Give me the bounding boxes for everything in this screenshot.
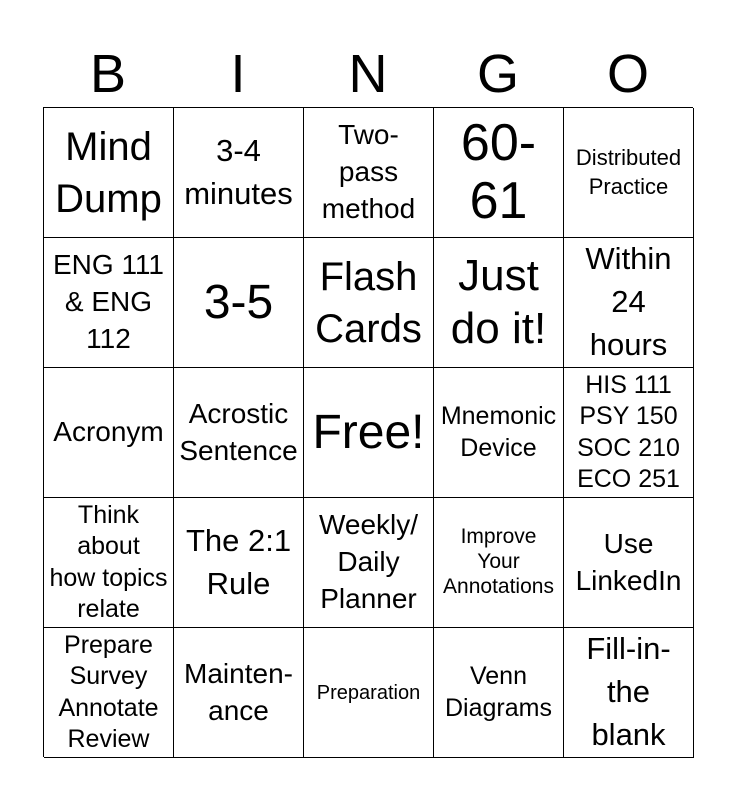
bingo-cell[interactable]: Think about how topics relate (44, 498, 174, 628)
header-letter-b: B (89, 44, 127, 104)
bingo-cell[interactable]: 60- 61 (434, 108, 564, 238)
bingo-cell[interactable]: Acronym (44, 368, 174, 498)
bingo-cell[interactable]: Flash Cards (304, 238, 434, 368)
bingo-cell[interactable]: 3-4 minutes (174, 108, 304, 238)
bingo-cell[interactable]: 3-5 (174, 238, 304, 368)
bingo-cell[interactable]: Fill-in- the blank (564, 628, 694, 758)
bingo-cell[interactable]: Within 24 hours (564, 238, 694, 368)
header-letter-i: I (230, 44, 246, 104)
free-space[interactable]: Free! (304, 368, 434, 498)
bingo-cell[interactable]: Improve Your Annotations (434, 498, 564, 628)
bingo-cell[interactable]: Mnemonic Device (434, 368, 564, 498)
bingo-cell[interactable]: Just do it! (434, 238, 564, 368)
header-letter-g: G (476, 44, 519, 104)
bingo-cell[interactable]: Acrostic Sentence (174, 368, 304, 498)
bingo-board (43, 107, 693, 757)
bingo-cell[interactable]: Weekly/ Daily Planner (304, 498, 434, 628)
header-letter-o: O (606, 44, 649, 104)
bingo-cell[interactable]: Two- pass method (304, 108, 434, 238)
bingo-cell[interactable]: The 2:1 Rule (174, 498, 304, 628)
bingo-cell[interactable]: ENG 111 & ENG 112 (44, 238, 174, 368)
bingo-cell[interactable]: Venn Diagrams (434, 628, 564, 758)
bingo-cell[interactable]: Mind Dump (44, 108, 174, 238)
bingo-cell[interactable]: Mainten- ance (174, 628, 304, 758)
bingo-cell[interactable]: HIS 111 PSY 150 SOC 210 ECO 251 (564, 368, 694, 498)
bingo-cell[interactable]: Preparation (304, 628, 434, 758)
bingo-cell[interactable]: Prepare Survey Annotate Review (44, 628, 174, 758)
header-letter-n: N (348, 44, 388, 104)
bingo-cell[interactable]: Distributed Practice (564, 108, 694, 238)
bingo-cell[interactable]: Use LinkedIn (564, 498, 694, 628)
bingo-header (43, 40, 693, 108)
